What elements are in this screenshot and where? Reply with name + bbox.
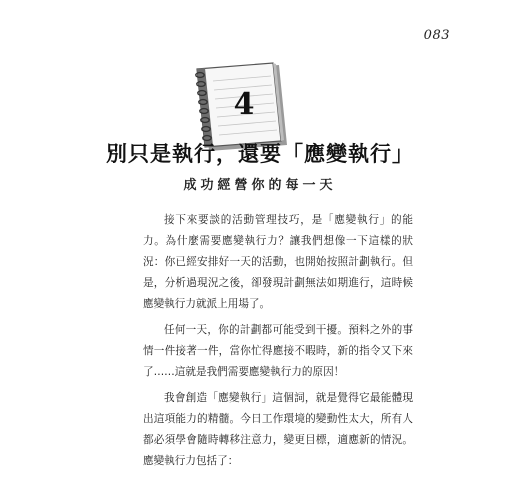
paragraph: 我會創造「應變執行」這個詞，就是覺得它最能體現出這項能力的精髓。今日工作環境的變動性太大，所有人都必須學會隨時轉移注意力，變更目標，適應新的情況。應變執行力包括了：	[143, 392, 413, 467]
page-number: 083	[423, 28, 450, 43]
chapter-title: 別只是執行，還要「應變執行」	[106, 141, 414, 166]
chapter-number: 4	[233, 87, 255, 122]
chapter-subtitle: 成功經營你的每一天	[183, 178, 337, 193]
paragraph: 接下來要談的活動管理技巧，是「應變執行」的能力。為什麼需要應變執行力？讓我們想像一下這樣的狀況：你已經安排好一天的活動，也開始按照計劃執行。但是，分析過現況之後，卻發現計劃無法如期進行，這時候應變執行力就派上用場了。	[143, 214, 413, 310]
paragraph: 任何一天，你的計劃都可能受到干擾。預料之外的事情一件接著一件，當你忙得應接不暇時，新的指令又下來了……這就是我們需要應變執行力的原因！	[143, 324, 413, 378]
body-text	[143, 210, 413, 477]
